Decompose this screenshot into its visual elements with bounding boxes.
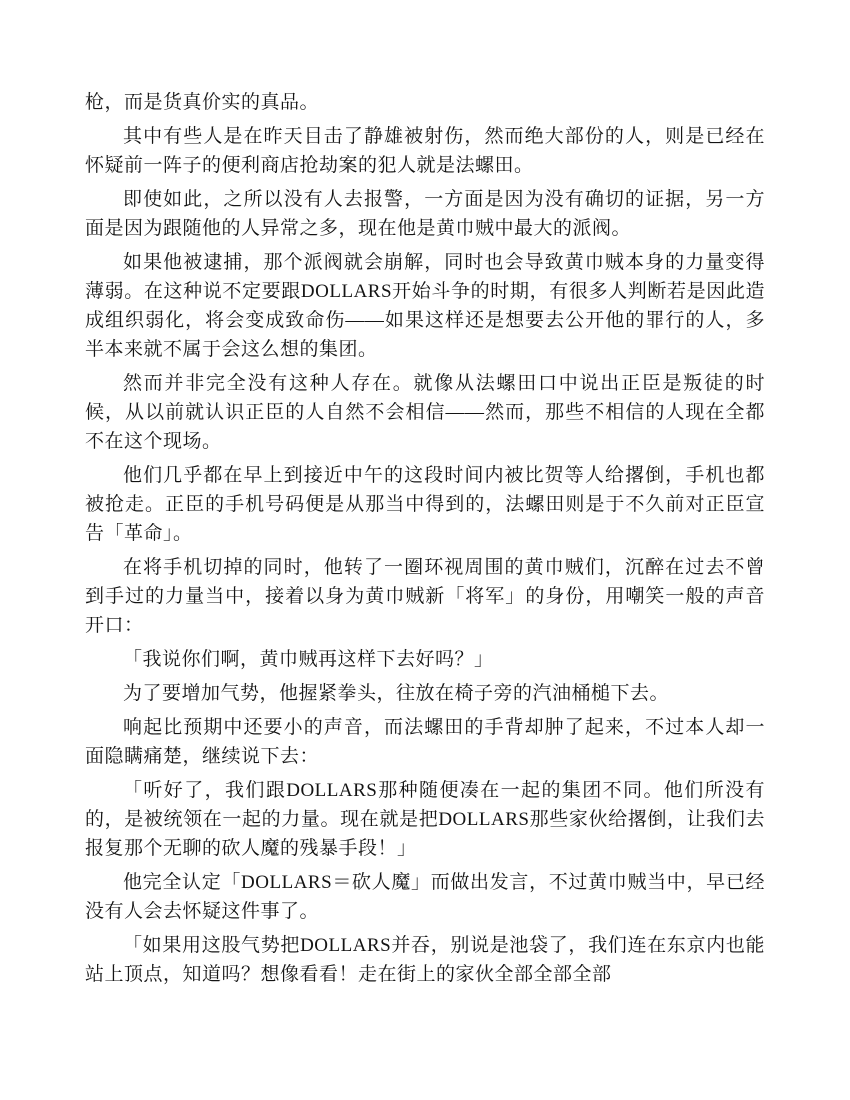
paragraph: 响起比预期中还要小的声音，而法螺田的手背却肿了起来，不过本人却一面隐瞒痛楚，继续说下去： <box>85 717 765 767</box>
body-text <box>85 88 765 994</box>
paragraph: 「如果用这股气势把DOLLARS并吞，别说是池袋了，我们连在东京内也能站上顶点，知道吗？想像看看！走在街上的家伙全部全部全部 <box>85 935 765 985</box>
paragraph: 即使如此，之所以没有人去报警，一方面是因为没有确切的证据，另一方面是因为跟随他的人异常之多，现在他是黄巾贼中最大的派阀。 <box>85 189 765 239</box>
paragraph: 在将手机切掉的同时，他转了一圈环视周围的黄巾贼们，沉醉在过去不曾到手过的力量当中，接着以身为黄巾贼新「将军」的身份，用嘲笑一般的声音开口： <box>85 557 765 636</box>
paragraph: 枪，而是货真价实的真品。 <box>85 92 320 113</box>
paragraph: 然而并非完全没有这种人存在。就像从法螺田口中说出正臣是叛徒的时候，从以前就认识正臣的人自然不会相信——然而，那些不相信的人现在全都不在这个现场。 <box>85 373 765 452</box>
paragraph: 为了要增加气势，他握紧拳头，往放在椅子旁的汽油桶槌下去。 <box>123 683 670 704</box>
paragraph: 他完全认定「DOLLARS＝砍人魔」而做出发言，不过黄巾贼当中，早已经没有人会去怀疑这件事了。 <box>85 872 765 922</box>
paragraph: 他们几乎都在早上到接近中午的这段时间内被比贺等人给撂倒，手机也都被抢走。正臣的手机号码便是从那当中得到的，法螺田则是于不久前对正臣宣告「革命」。 <box>85 465 765 544</box>
paragraph: 「听好了，我们跟DOLLARS那种随便凑在一起的集团不同。他们所没有的，是被统领在一起的力量。现在就是把DOLLARS那些家伙给撂倒，让我们去报复那个无聊的砍人魔的残暴手段！」 <box>85 780 765 859</box>
paragraph: 「我说你们啊，黄巾贼再这样下去好吗？」 <box>123 649 494 670</box>
paragraph: 如果他被逮捕，那个派阀就会崩解，同时也会导致黄巾贼本身的力量变得薄弱。在这种说不定要跟DOLLARS开始斗争的时期，有很多人判断若是因此造成组织弱化，将会变成致命伤——如果这样还是想要去公开他的罪行的人，多半本来就不属于会这么想的集团。 <box>85 252 765 360</box>
paragraph: 其中有些人是在昨天目击了静雄被射伤，然而绝大部份的人，则是已经在怀疑前一阵子的便利商店抢劫案的犯人就是法螺田。 <box>85 126 765 176</box>
